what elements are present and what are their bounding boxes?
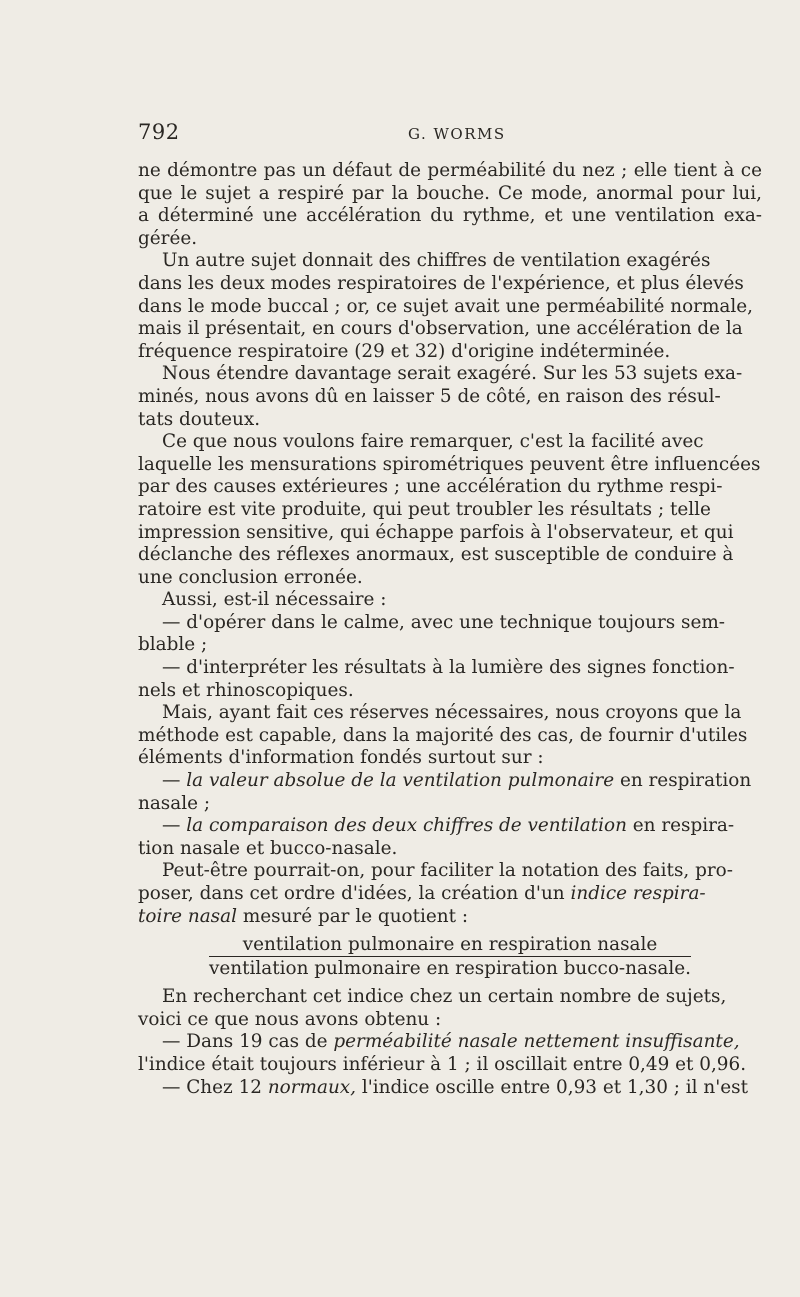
text-line: Ce que nous voulons faire remarquer, c'est la facilité avec — [162, 431, 704, 453]
text-line: En recherchant cet indice chez un certain nombre de sujets, — [162, 986, 727, 1008]
text-line: voici ce que nous avons obtenu : — [138, 1008, 442, 1030]
paragraph-6 — [138, 612, 762, 657]
text-line: nasale ; — [138, 792, 211, 814]
text-line: gérée. — [138, 227, 198, 249]
paragraph-14 — [138, 1077, 762, 1100]
page-header — [138, 120, 762, 160]
text-line: déclanche des réflexes anormaux, est susceptible de conduire à — [138, 544, 734, 566]
text-line: tion nasale et bucco-nasale. — [138, 837, 398, 859]
text-line: Peut-être pourrait-on, pour faciliter la notation des faits, pro- — [162, 860, 733, 882]
text-line: ne démontre pas un défaut de perméabilité du nez ; elle tient à ce — [138, 160, 762, 181]
paragraph-11 — [138, 860, 762, 928]
paragraph-8 — [138, 702, 762, 770]
paragraph-4 — [138, 431, 762, 589]
formula-numerator: ventilation pulmonaire en respiration nasale — [242, 934, 658, 956]
text-line: tats douteux. — [138, 408, 261, 430]
text-line: blable ; — [138, 634, 208, 656]
paragraph-2 — [138, 250, 762, 363]
paragraph-5 — [138, 589, 762, 612]
running-head: G. WORMS — [408, 125, 506, 143]
page-body — [138, 160, 762, 1099]
italic-phrase: indice respira- — [570, 883, 706, 904]
text-line: dans le mode buccal ; or, ce sujet avait une perméabilité normale, — [138, 295, 753, 317]
text-line: — d'interpréter les résultats à la lumière des signes fonction- — [162, 657, 735, 679]
text-line: impression sensitive, qui échappe parfois à l'observateur, et qui — [138, 521, 734, 543]
paragraph-12 — [138, 986, 762, 1031]
text-line: que le sujet a respiré par la bouche. Ce mode, anormal pour lui, — [138, 182, 762, 204]
paragraph-3 — [138, 363, 762, 431]
text-fragment: l'indice oscille entre 0,93 et 1,30 ; il n'est — [356, 1076, 749, 1098]
text-fragment: — Dans 19 cas de — [162, 1031, 334, 1053]
text-line: l'indice était toujours inférieur à 1 ; il oscillait entre 0,49 et 0,96. — [138, 1053, 747, 1075]
text-line: mais il présentait, en cours d'observation, une accélération de la — [138, 318, 743, 340]
italic-phrase: toire nasal — [138, 905, 237, 927]
paragraph-9 — [138, 770, 762, 815]
paragraph-1 — [138, 160, 762, 250]
text-line: minés, nous avons dû en laisser 5 de côté, en raison des résul- — [138, 385, 721, 407]
index-formula — [138, 933, 762, 980]
italic-phrase: la comparaison des deux chiffres de ventilation — [186, 815, 627, 837]
paragraph-10 — [138, 815, 762, 860]
text-line: Un autre sujet donnait des chiffres de ventilation exagérés — [162, 250, 711, 272]
formula-denominator: ventilation pulmonaire en respiration bucco-nasale. — [209, 958, 691, 980]
text-line: nels et rhinoscopiques. — [138, 679, 354, 701]
text-fragment: poser, dans cet ordre d'idées, la création d'un — [138, 883, 571, 904]
text-fragment: en respiration — [614, 770, 752, 792]
paragraph-7 — [138, 657, 762, 702]
text-line: une conclusion erronée. — [138, 566, 363, 588]
text-line: — d'opérer dans le calme, avec une technique toujours sem- — [162, 611, 726, 633]
italic-phrase: normaux, — [267, 1076, 357, 1098]
text-fragment: — Chez 12 — [162, 1076, 268, 1098]
text-line: méthode est capable, dans la majorité des cas, de fournir d'utiles — [138, 724, 748, 746]
text-line: Mais, ayant fait ces réserves nécessaires, nous croyons que la — [162, 702, 742, 724]
text-line: dans les deux modes respiratoires de l'expérience, et plus élevés — [138, 272, 744, 294]
text-fragment: en respira- — [626, 815, 735, 837]
page-number: 792 — [138, 120, 180, 144]
italic-phrase: la valeur absolue de la ventilation pulmonaire — [186, 770, 615, 792]
text-line: Nous étendre davantage serait exagéré. Sur les 53 sujets exa- — [162, 363, 743, 385]
text-line: Aussi, est-il nécessaire : — [162, 589, 387, 611]
text-line: laquelle les mensurations spirométriques peuvent être influencées — [138, 453, 761, 475]
text-line: éléments d'information fondés surtout sur : — [138, 747, 544, 769]
text-line: par des causes extérieures ; une accélération du rythme respi- — [138, 476, 723, 498]
text-line: ratoire est vite produite, qui peut troubler les résultats ; telle — [138, 498, 711, 520]
list-dash: — — [162, 770, 187, 792]
list-dash: — — [162, 815, 187, 837]
text-line: a déterminé une accélération du rythme, et une ventilation exa- — [138, 205, 762, 227]
text-line: fréquence respiratoire (29 et 32) d'origine indéterminée. — [138, 340, 671, 362]
italic-phrase: perméabilité nasale nettement insuffisante, — [333, 1031, 740, 1053]
paragraph-13 — [138, 1031, 762, 1076]
text-fragment: mesuré par le quotient : — [236, 905, 469, 927]
